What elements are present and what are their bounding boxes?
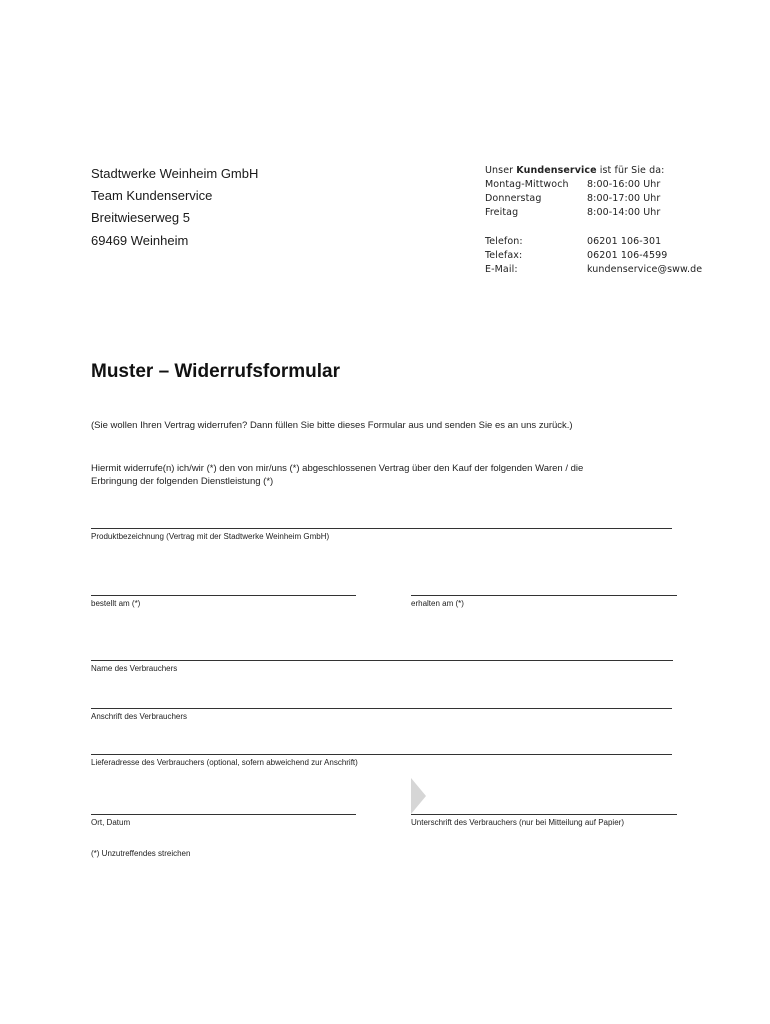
place-date-label: Ort, Datum: [91, 818, 131, 827]
place-date-field-line[interactable]: [91, 814, 356, 815]
signature-field-line[interactable]: [411, 814, 677, 815]
document-title: Muster – Widerrufsformular: [91, 361, 340, 382]
signature-arrow-icon: [411, 778, 426, 814]
service-hours-time: 8:00-17:00 Uhr: [587, 193, 661, 204]
received-on-label: erhalten am (*): [411, 599, 464, 608]
sender-team: Team Kundenservice: [91, 188, 213, 203]
contact-value-fax: 06201 106-4599: [587, 250, 668, 261]
statement-line-1: Hiermit widerrufe(n) ich/wir (*) den von mir/uns (*) abgeschlossenen Vertrag über den Kauf der folgenden Waren / die: [91, 463, 584, 474]
contact-value-email: kundenservice@sww.de: [587, 264, 703, 275]
sender-company: Stadtwerke Weinheim GmbH: [91, 166, 259, 181]
product-field-label: Produktbezeichnung (Vertrag mit der Stadtwerke Weinheim GmbH): [91, 532, 330, 541]
service-hours-time: 8:00-16:00 Uhr: [587, 179, 661, 190]
consumer-name-label: Name des Verbrauchers: [91, 664, 178, 673]
consumer-address-field-line[interactable]: [91, 708, 672, 709]
contact-label-fax: Telefax:: [485, 250, 523, 261]
ordered-on-label: bestellt am (*): [91, 599, 141, 608]
service-hours-time: 8:00-14:00 Uhr: [587, 207, 661, 218]
contact-label-phone: Telefon:: [485, 236, 523, 247]
service-hours-day: Freitag: [485, 207, 519, 218]
service-intro: Unser Kundenservice ist für Sie da:: [485, 165, 665, 176]
received-on-field-line[interactable]: [411, 595, 677, 596]
service-intro-bold: Kundenservice: [516, 165, 597, 176]
contact-label-email: E-Mail:: [485, 264, 518, 275]
footnote: (*) Unzutreffendes streichen: [91, 849, 191, 858]
consumer-name-field-line[interactable]: [91, 660, 673, 661]
consumer-address-label: Anschrift des Verbrauchers: [91, 712, 188, 721]
intro-text: (Sie wollen Ihren Vertrag widerrufen? Dann füllen Sie bitte dieses Formular aus und senden Sie es an uns zurück.): [91, 420, 573, 431]
delivery-address-label: Lieferadresse des Verbrauchers (optional, sofern abweichend zur Anschrift): [91, 758, 358, 767]
delivery-address-field-line[interactable]: [91, 754, 672, 755]
ordered-on-field-line[interactable]: [91, 595, 356, 596]
product-field-line[interactable]: [91, 528, 672, 529]
sender-street: Breitwieserweg 5: [91, 210, 190, 225]
signature-label: Unterschrift des Verbrauchers (nur bei Mitteilung auf Papier): [411, 818, 624, 827]
contact-value-phone: 06201 106-301: [587, 236, 662, 247]
service-hours-day: Donnerstag: [485, 193, 542, 204]
sender-city: 69469 Weinheim: [91, 233, 189, 248]
service-hours-day: Montag-Mittwoch: [485, 179, 569, 190]
statement-line-2: Erbringung der folgenden Dienstleistung (*): [91, 476, 274, 487]
